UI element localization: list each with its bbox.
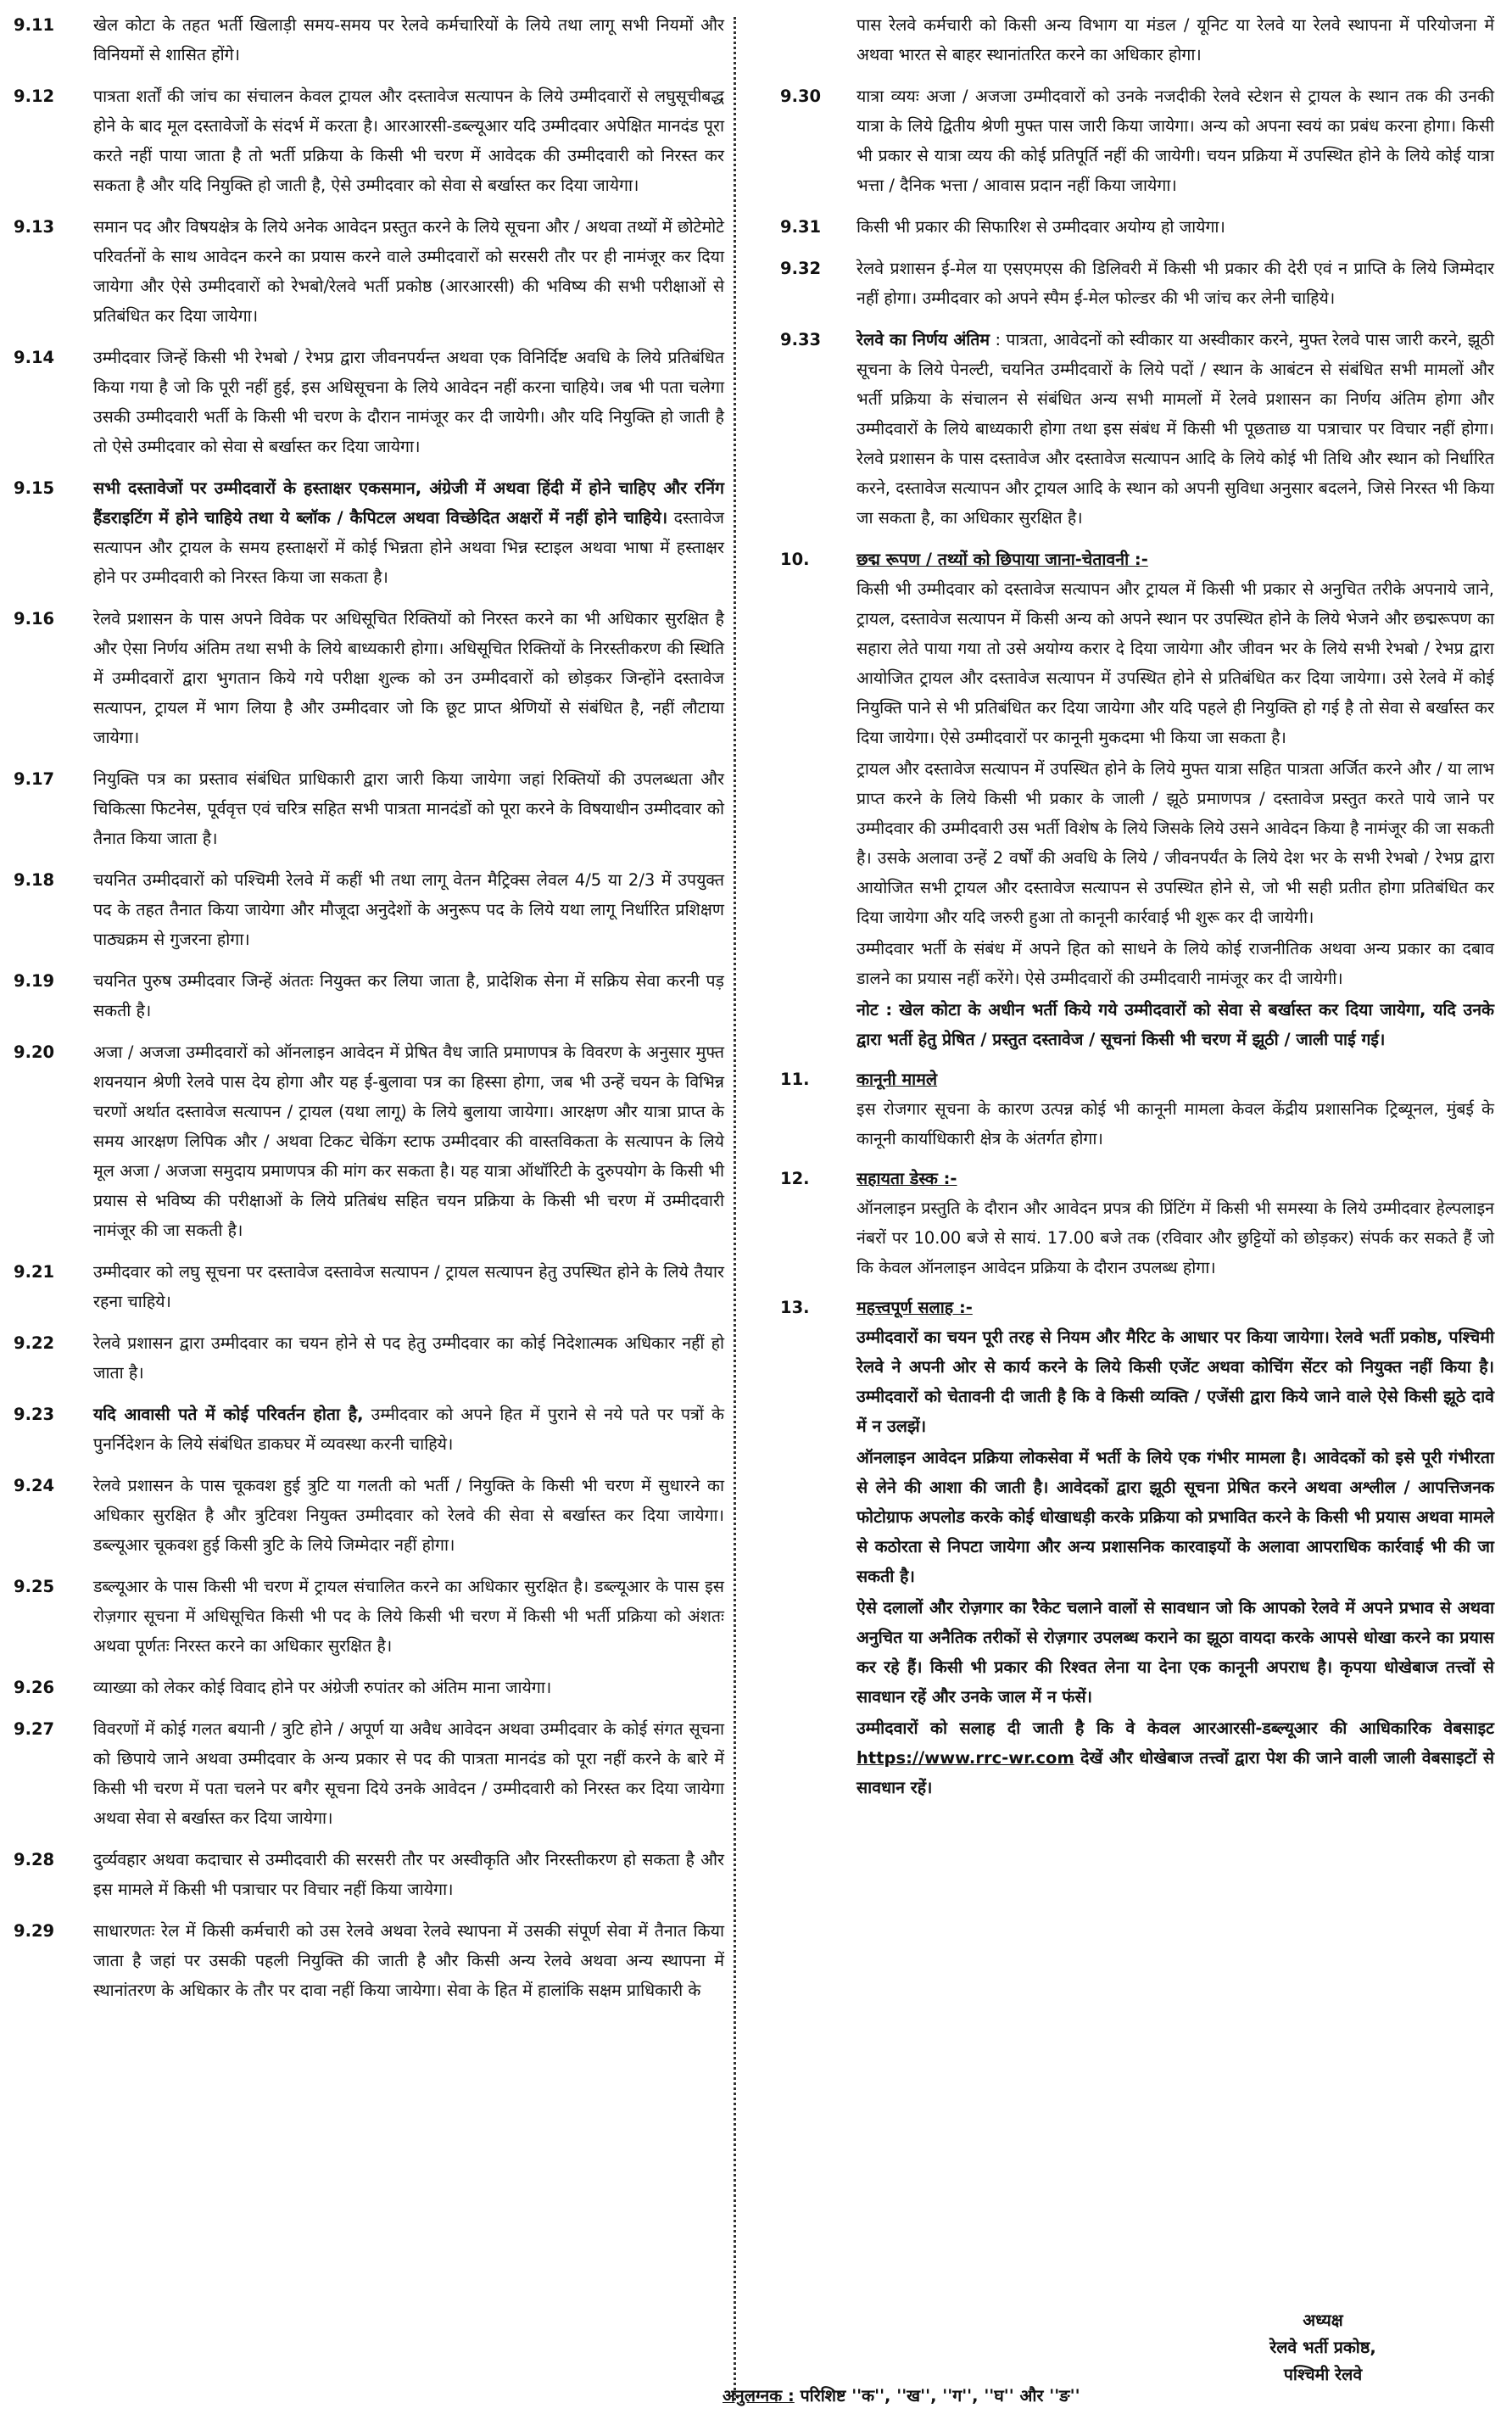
clause-text: दुर्व्यवहार अथवा कदाचार से उम्मीदवारी की सरसरी तौर पर अस्वीकृति और निरस्तीकरण हो सकता है और इस मामले में किसी भी पत्राचार पर विचार नहीं किया जायेगा। — [93, 1850, 724, 1899]
clause-text: पात्रता शर्तों की जांच का संचालन केवल ट्रायल और दस्तावेज सत्यापन के लिये उम्मीदवारों से लघुसूचीबद्ध होने के बाद मूल दस्तावेजों के संदर्भ में करता है। आरआरसी-डब्ल्यूआर यदि उम्मीदवार अपेक्षित मानदंड पूरा करते नहीं पाया जाता है तो भर्ती प्रक्रिया के किसी भी चरण में आवेदक की उम्मीदवारी को निरस्त कर सकता है और यदि नियुक्ति हो जाती है, ऐसे उम्मीदवार को सेवा से बर्खास्त कर दिया जायेगा। — [93, 87, 724, 195]
clause-text-block — [93, 1328, 724, 1388]
clause-number: 9.26 — [14, 1678, 55, 1697]
clause-text-block — [856, 212, 1494, 242]
clause-item — [780, 212, 1494, 242]
clause-item — [12, 1572, 724, 1661]
clause-text: साधारणतः रेल में किसी कर्मचारी को उस रेलवे अथवा रेलवे स्थापना में उसकी संपूर्ण सेवा में तैनात किया जाता है जहां पर उसकी पहली नियुक्ति की जाती है और किसी अन्य रेलवे अथवा अन्य स्थापना में स्थानांतरण के अधिकार के तौर पर दावा नहीं किया जायेगा। सेवा के हित में हालांकि सक्षम प्राधिकारी के — [93, 1921, 724, 2000]
clause-bold-lead: यदि आवासी पते में कोई परिवर्तन होता है, — [93, 1405, 364, 1424]
website-advice — [856, 1713, 1494, 1802]
clause-text-block — [93, 1714, 724, 1833]
annexure-label: अनुलग्नक : — [723, 2386, 795, 2406]
website-advice-post: देखें और धोखेबाज तत्त्वों द्वारा पेश की जाने वाली जाली वेबसाइटों से सावधान रहें। — [856, 1748, 1494, 1797]
clause-number: 9.32 — [780, 259, 822, 278]
clause-text: रेलवे प्रशासन के पास चूकवश हुई त्रुटि या गलती को भर्ती / नियुक्ति के किसी भी चरण में सुधारने का अधिकार सुरक्षित है और त्रुटिवश नियुक्त उम्मीदवार को रेलवे की सेवा से बर्खास्त कर दिया जायेगा। डब्ल्यूआर चूकवश हुई किसी त्रुटि के लिये जिम्मेदार नहीं होगा। — [93, 1476, 724, 1555]
clause-item — [12, 343, 724, 461]
signature-block — [1221, 2307, 1425, 2389]
note-label: नोट : — [856, 1000, 893, 1020]
clause-text: पास रेलवे कर्मचारी को किसी अन्य विभाग या मंडल / यूनिट या रेलवे या रेलवे स्थापना में परियोजना में अथवा भारत से बाहर स्थानांतरित करने का अधिकार होगा। — [856, 15, 1494, 64]
clause-number: 9.11 — [14, 15, 55, 35]
section-paragraph: किसी भी उम्मीदवार को दस्तावेज सत्यापन और ट्रायल में किसी भी प्रकार से अनुचित तरीके अपनाये जाने, ट्रायल, दस्तावेज सत्यापन में किसी अन्य को अपने स्थान पर उपस्थित होने के लिये भेजने और छद्मरूपण का सहारा लेते पाया गया तो उसे अयोग्य करार दे दिया जायेगा और जीवन भर के लिये सभी रेभबो / रेभप्र द्वारा आयोजित ट्रायल और दस्तावेज सत्यापन में उपस्थित होने से प्रतिबंधित कर दिया जायेगा। उसे रेलवे में कोई नियुक्ति पाने से भी प्रतिबंधित कर दिया जायेगा और यदि पहले ही नियुक्ति हो गई है तो सेवा से बर्खास्त कर दिया जायेगा। ऐसे उम्मीदवारों पर कानूनी मुकदमा भी किया जा सकता है। — [856, 579, 1494, 747]
section-block — [780, 1065, 1494, 1154]
clause-number: 9.19 — [14, 971, 55, 991]
clause-text-block — [93, 473, 724, 592]
signatory-railway: पश्चिमी रेलवे — [1283, 2365, 1363, 2384]
clause-item — [780, 254, 1494, 313]
clause-number: 9.33 — [780, 330, 822, 349]
clause-text: व्याख्या को लेकर कोई विवाद होने पर अंग्रेजी रुपांतर को अंतिम माना जायेगा। — [93, 1678, 552, 1697]
clause-item — [780, 10, 1494, 70]
clause-text: : पात्रता, आवेदनों को स्वीकार या अस्वीकार करने, मुफ्त रेलवे पास जारी करने, झूठी सूचना के लिये पेनल्टी, चयनित उम्मीदवारों के लिये पदों / स्थान के आबंटन से संबंधित सभी मामलों और भर्ती प्रक्रिया के संचालन से संबंधित अन्य सभी मामलों में रेलवे प्रशासन का निर्णय अंतिम होगा और उम्मीदवारों के लिये बाध्यकारी होगा तथा इस संबंध में किसी भी पूछताछ या पत्राचार पर विचार नहीं होगा। रेलवे प्रशासन के पास दस्तावेज और दस्तावेज सत्यापन आदि के लिये कोई भी तिथि और स्थान को निर्धारित करने, दस्तावेज सत्यापन और ट्रायल आदि के स्थान को अपनी सुविधा अनुसार बदलने, जिसे निरस्त भी किया जा सकता है, का अधिकार सुरक्षित है। — [856, 330, 1494, 528]
clause-number: 9.14 — [14, 348, 55, 367]
section-number: 13. — [780, 1298, 810, 1317]
clause-text-block — [856, 81, 1494, 200]
section-block — [780, 1164, 1494, 1282]
clause-item — [12, 1257, 724, 1316]
annexure-text: परिशिष्ट ''क'', ''ख'', ''ग'', ''घ'' और ''ङ'' — [794, 2386, 1080, 2406]
website-advice-pre: उम्मीदवारों को सलाह दी जाती है कि वे केवल आरआरसी-डब्ल्यूआर की आधिकारिक वेबसाइट — [856, 1718, 1494, 1738]
right-column — [780, 10, 1494, 1813]
section-title: छद्म रूपण / तथ्यों को छिपाया जाना-चेतावनी :- — [856, 550, 1148, 569]
clause-item — [12, 473, 724, 592]
clause-item — [780, 81, 1494, 200]
clause-text: यात्रा व्ययः अजा / अजजा उम्मीदवारों को उनके नजदीकी रेलवे स्टेशन से ट्रायल के स्थान तक की उनकी यात्रा के लिये द्वितीय श्रेणी मुफ्त पास जारी किया जायेगा। अन्य को अपना स्वयं का प्रबंध करना होगा। किसी भी प्रकार से यात्रा व्यय की कोई प्रतिपूर्ति नहीं की जायेगी। चयन प्रक्रिया में उपस्थित होने के लिये कोई यात्रा भत्ता / दैनिक भत्ता / आवास प्रदान नहीं किया जायेगा। — [856, 87, 1494, 195]
clause-text: अजा / अजजा उम्मीदवारों को ऑनलाइन आवेदन में प्रेषित वैध जाति प्रमाणपत्र के विवरण के अनुसार मुफ्त शयनयान श्रेणी रेलवे पास देय होगा और यह ई-बुलावा पत्र का हिस्सा होगा, जब भी उन्हें चयन के विभिन्न चरणों अर्थात दस्तावेज सत्यापन / ट्रायल (यथा लागू) के लिये बुलाया जायेगा। आरक्षण और यात्रा प्राप्त के समय आरक्षण लिपिक और / अथवा टिकट चेकिंग स्टाफ उम्मीदवार की वास्तविकता के सत्यापन के लिये मूल अजा / अजजा समुदाय प्रमाणपत्र की मांग कर सकता है। यह यात्रा ऑथॉरिटी के दुरुपयोग के किसी भी प्रयास से भविष्य की परीक्षाओं के लिये प्रतिबंध सहित चयन प्रक्रिया के किसी भी चरण में उम्मीदवारी नामंजूर की जा सकती है। — [93, 1042, 724, 1240]
section-paragraph-bold: ऑनलाइन आवेदन प्रक्रिया लोकसेवा में भर्ती के लिये एक गंभीर मामला है। आवेदकों को इसे पूरी गंभीरता से लेने की आशा की जाती है। आवेदकों द्वारा झूठी सूचना प्रेषित करने अथवा अश्लील / आपत्तिजनक फोटोग्राफ अपलोड करके कोई धोखाधड़ी करके प्रक्रिया को प्रभावित करने के किसी भी प्रयास अथवा मामले से कठोरता से निपटा जायेगा और अन्य प्रशासनिक कारवाइयों के अलावा आपराधिक कार्रवाई भी की जा सकती है। — [856, 1448, 1494, 1586]
section-block — [780, 545, 1494, 1054]
clause-item — [12, 212, 724, 331]
clause-text: किसी भी प्रकार की सिफारिश से उम्मीदवार अयोग्य हो जायेगा। — [856, 217, 1225, 237]
clause-text-block — [93, 10, 724, 70]
section-number: 11. — [780, 1070, 810, 1089]
section-block — [780, 1293, 1494, 1802]
clause-text: रेलवे प्रशासन द्वारा उम्मीदवार का चयन होने से पद हेतु उम्मीदवार का कोई निदेशात्मक अधिकार नहीं हो जाता है। — [93, 1333, 724, 1383]
clause-number: 9.15 — [14, 478, 55, 498]
signatory-office: रेलवे भर्ती प्रकोष्ठ, — [1269, 2338, 1376, 2357]
clause-text: विवरणों में कोई गलत बयानी / त्रुटि होने / अपूर्ण या अवैध आवेदन अथवा उम्मीदवार के कोई संगत सूचना को छिपाये जाने अथवा उम्मीदवार के अन्य प्रकार से पद की पात्रता मानदंड को पूरा नहीं करने के बारे में किसी भी चरण में पता चलने पर बगैर सूचना दिये उनके आवेदन / उम्मीदवारी को निरस्त कर दिया जायेगा अथवा सेवा से बर्खास्त कर दिया जायेगा। — [93, 1719, 724, 1828]
annexure-line — [723, 2383, 1080, 2406]
clause-number: 9.27 — [14, 1719, 55, 1739]
clause-text: उम्मीदवार को लघु सूचना पर दस्तावेज दस्तावेज सत्यापन / ट्रायल सत्यापन हेतु उपस्थित होने के लिये तैयार रहना चाहिये। — [93, 1262, 724, 1311]
clause-number: 9.12 — [14, 87, 55, 106]
note-text: खेल कोटा के अधीन भर्ती किये गये उम्मीदवारों को सेवा से बर्खास्त कर दिया जायेगा, यदि उनके द्वारा भर्ती हेतु प्रेषित / प्रस्तुत दस्तावेज / सूचनां किसी भी चरण में झूठी / जाली पाई गई। — [856, 1000, 1494, 1049]
clause-text-block — [856, 254, 1494, 313]
clause-item — [12, 10, 724, 70]
clause-item — [12, 604, 724, 752]
clause-text-block — [93, 1572, 724, 1661]
section-body — [856, 1065, 1494, 1154]
clause-text-block — [93, 865, 724, 954]
section-number: 12. — [780, 1169, 810, 1188]
clause-number: 9.22 — [14, 1333, 55, 1353]
clause-text-block — [93, 1257, 724, 1316]
clause-text: चयनित उम्मीदवारों को पश्चिमी रेलवे में कहीं भी तथा लागू वेतन मैट्रिक्स लेवल 4/5 या 2/3 में उपयुक्त पद के तहत तैनात किया जायेगा और मौजूदा अनुदेशों के अनुरूप पद के लिये यथा लागू निर्धारित प्रशिक्षण पाठ्यक्रम से गुजरना होगा। — [93, 870, 724, 949]
clause-item — [12, 1714, 724, 1833]
clause-text-block — [93, 1916, 724, 2005]
section-number: 10. — [780, 550, 810, 569]
clause-text: समान पद और विषयक्षेत्र के लिये अनेक आवेदन प्रस्तुत करने के लिये सूचना और / अथवा तथ्यों में छोटेमोटे परिवर्तनों के साथ आवेदन करने का प्रयास करने वाले उम्मीदवारों को सरसरी तौर पर ही नामंजूर कर दिया जायेगा और ऐसे उम्मीदवारों को रेभबो/रेलवे भर्ती प्रकोष्ठ (आरआरसी) की भविष्य की सभी परीक्षाओं से प्रतिबंधित कर दिया जायेगा। — [93, 217, 724, 326]
clause-text-block — [93, 966, 724, 1025]
clause-number: 9.31 — [780, 217, 822, 237]
right-clauses — [780, 10, 1494, 533]
clause-item — [780, 325, 1494, 533]
clause-text-block — [93, 764, 724, 853]
section-title: कानूनी मामले — [856, 1070, 938, 1089]
clause-item — [12, 81, 724, 200]
clause-bold-lead: सभी दस्तावेजों पर उम्मीदवारों के हस्ताक्षर एकसमान, अंग्रेजी में अथवा हिंदी में होने चाहिए और रनिंग हैंडराइटिंग में होने चाहिये तथा ये ब्लॉक / कैपिटल अथवा विच्छेदित अक्षरों में नहीं होने चाहिये। — [93, 478, 724, 528]
clause-text-block — [93, 604, 724, 752]
clause-item — [12, 1400, 724, 1459]
clause-item — [12, 764, 724, 853]
signatory-title: अध्यक्ष — [1303, 2311, 1343, 2330]
clause-text: रेलवे प्रशासन के पास अपने विवेक पर अधिसूचित रिक्तियों को निरस्त करने का भी अधिकार सुरक्षित है और ऐसा निर्णय अंतिम तथा सभी के लिये बाध्यकारी होगा। अधिसूचित रिक्तियों के निरस्तीकरण की स्थिति में उम्मीदवारों द्वारा भुगतान किये गये परीक्षा शुल्क को उन उम्मीदवारों को छोड़कर जिन्होंने दस्तावेज सत्यापन, ट्रायल में भाग लिया है और उम्मीदवार जो कि छूट प्राप्त श्रेणियों से संबंधित है, नहीं लौटाया जायेगा। — [93, 609, 724, 747]
clause-number: 9.17 — [14, 769, 55, 789]
clause-number: 9.16 — [14, 609, 55, 629]
section-title: महत्त्वपूर्ण सलाह :- — [856, 1298, 973, 1317]
clause-bold-lead: रेलवे का निर्णय अंतिम — [856, 330, 990, 349]
clause-item — [12, 1328, 724, 1388]
clause-text-block — [93, 1037, 724, 1245]
section-body — [856, 545, 1494, 1054]
clause-text-block — [93, 1673, 724, 1702]
section-note — [856, 995, 1494, 1054]
clause-item — [12, 1471, 724, 1560]
clause-text-block — [93, 1845, 724, 1904]
clause-number: 9.23 — [14, 1405, 55, 1424]
section-paragraph: उम्मीदवार भर्ती के संबंध में अपने हित को साधने के लिये कोई राजनीतिक अथवा अन्य प्रकार का दबाव डालने का प्रयास नहीं करेंगे। ऐसे उम्मीदवारों की उम्मीदवारी नामंजूर कर दी जायेगी। — [856, 939, 1494, 988]
section-body — [856, 1164, 1494, 1282]
website-link[interactable]: https://www.rrc-wr.com — [856, 1748, 1074, 1768]
clause-number: 9.24 — [14, 1476, 55, 1495]
clause-text: डब्ल्यूआर के पास किसी भी चरण में ट्रायल संचालित करने का अधिकार सुरक्षित है। डब्ल्यूआर के पास इस रोज़गार सूचना में अधिसूचित किसी भी पद के लिये किसी भी चरण में किसी भी भर्ती प्रक्रिया को अंशतः अथवा पूर्णतः निरस्त करने का अधिकार सुरक्षित है। — [93, 1577, 724, 1656]
clause-text-block — [856, 10, 1494, 70]
section-paragraph: ऑनलाइन प्रस्तुति के दौरान और आवेदन प्रपत्र की प्रिंटिंग में किसी भी समस्या के लिये उम्मीदवार हेल्पलाइन नंबरों पर 10.00 बजे से सायं. 17.00 बजे तक (रविवार और छुट्टियों को छोड़कर) संपर्क कर सकते हैं जो कि केवल ऑनलाइन आवेदन प्रक्रिया के दौरान उपलब्ध होगा। — [856, 1199, 1494, 1277]
clause-item — [12, 1916, 724, 2005]
clause-number: 9.13 — [14, 217, 55, 237]
clause-item — [12, 1037, 724, 1245]
clause-text: उम्मीदवार जिन्हें किसी भी रेभबो / रेभप्र द्वारा जीवनपर्यन्त अथवा एक विनिर्दिष्ट अवधि के लिये प्रतिबंधित किया गया है जो कि पूरी नहीं हुई, इस अधिसूचना के लिये आवेदन नहीं करना चाहिये। जब भी पता चलेगा उसकी उम्मीदवारी भर्ती के किसी भी चरण के दौरान नामंजूर कर दी जायेगी। और यदि नियुक्ति हो जाती है तो ऐसे उम्मीदवार को सेवा से बर्खास्त कर दिया जायेगा। — [93, 348, 724, 456]
clause-number: 9.21 — [14, 1262, 55, 1282]
clause-text: रेलवे प्रशासन ई-मेल या एसएमएस की डिलिवरी में किसी भी प्रकार की देरी एवं न प्राप्ति के लिये जिम्मेदार नहीं होगा। उम्मीदवार को अपने स्पैम ई-मेल फोल्डर की भी जांच कर लेनी चाहिये। — [856, 259, 1494, 308]
numbered-sections — [780, 545, 1494, 1802]
section-paragraph: ट्रायल और दस्तावेज सत्यापन में उपस्थित होने के लिये मुफ्त यात्रा सहित पात्रता अर्जित करने और / या लाभ प्राप्त करने के लिये किसी भी प्रकार के जाली / झूठे प्रमाणपत्र / दस्तावेज प्रस्तुत करते पाये जाने पर उम्मीदवार की उम्मीदवारी उस भर्ती विशेष के लिये जिसके लिये उसने आवेदन किया है नामंजूर की जा सकती है। उसके अलावा उन्हें 2 वर्षों की अवधि के लिये / जीवनपर्यंत के लिये देश भर के सभी रेभबो / रेभप्र द्वारा आयोजित सभी ट्रायल और दस्तावेज सत्यापन से उपस्थित होने से, जो भी सही प्रतीत होगा प्रतिबंधित कर दिया जायेगा और यदि जरुरी हुआ तो कानूनी कार्रवाई भी शुरू कर दी जायेगी। — [856, 759, 1494, 927]
clause-number: 9.25 — [14, 1577, 55, 1596]
clause-text-block — [93, 1471, 724, 1560]
clause-text-block — [93, 81, 724, 200]
clause-number: 9.29 — [14, 1921, 55, 1941]
clause-text-block — [856, 325, 1494, 533]
section-paragraph-bold: उम्मीदवारों का चयन पूरी तरह से नियम और मैरिट के आधार पर किया जायेगा। रेलवे भर्ती प्रकोष्ठ, पश्चिमी रेलवे ने अपनी ओर से कार्य करने के लिये किसी एजेंट अथवा कोचिंग सेंटर को नियुक्त नहीं किया है। उम्मीदवारों को चेतावनी दी जाती है कि वे किसी व्यक्ति / एजेंसी द्वारा किये जाने वाले ऐसे किसी झूठे दावे में न उलझें। — [856, 1327, 1494, 1436]
section-paragraph: इस रोजगार सूचना के कारण उत्पन्न कोई भी कानूनी मामला केवल केंद्रीय प्रशासनिक ट्रिब्यूनल, मुंबई के कानूनी कार्याधिकारी क्षेत्र के अंतर्गत होगा। — [856, 1099, 1494, 1148]
section-body — [856, 1293, 1494, 1802]
clause-text: दस्तावेज सत्यापन और ट्रायल के समय हस्ताक्षरों में कोई भिन्नता होने अथवा भिन्न स्टाइल अथवा भाषा में हस्ताक्षर होने पर उम्मीदवारी को निरस्त किया जा सकता है। — [93, 508, 724, 587]
section-title: सहायता डेस्क :- — [856, 1169, 957, 1188]
clause-text-block — [93, 212, 724, 331]
left-column — [12, 10, 724, 2017]
clause-text-block — [93, 343, 724, 461]
clause-item — [12, 1673, 724, 1702]
clause-number: 9.30 — [780, 87, 822, 106]
clause-number: 9.28 — [14, 1850, 55, 1869]
clause-item — [12, 1845, 724, 1904]
section-paragraph-bold: ऐसे दलालों और रोज़गार का रैकेट चलाने वालों से सावधान जो कि आपको रेलवे में अपने प्रभाव से अथवा अनुचित या अनैतिक तरीकों से रोज़गार उपलब्ध कराने का झूठा वायदा करके आपसे धोखा करने का प्रयास कर रहे हैं। किसी भी प्रकार की रिश्वत लेना या देना एक कानूनी अपराध है। कृपया धोखेबाज तत्त्वों से सावधान रहें और उनके जाल में न फंसें। — [856, 1598, 1494, 1707]
clause-number: 9.18 — [14, 870, 55, 890]
clause-number: 9.20 — [14, 1042, 55, 1062]
clause-text: खेल कोटा के तहत भर्ती खिलाड़ी समय-समय पर रेलवे कर्मचारियों के लिये तथा लागू सभी नियमों और विनियमों से शासित होंगे। — [93, 15, 724, 64]
clause-item — [12, 865, 724, 954]
clause-text-block — [93, 1400, 724, 1459]
clause-item — [12, 966, 724, 1025]
clause-text: नियुक्ति पत्र का प्रस्ताव संबंधित प्राधिकारी द्वारा जारी किया जायेगा जहां रिक्तियों की उपलब्धता और चिकित्सा फिटनेस, पूर्ववृत्त एवं चरित्र सहित सभी पात्रता मानदंडों को पूरा करने के विषयाधीन उम्मीदवार को तैनात किया जाता है। — [93, 769, 724, 848]
column-divider — [734, 17, 736, 2400]
clause-text: चयनित पुरुष उम्मीदवार जिन्हें अंततः नियुक्त कर लिया जाता है, प्रादेशिक सेना में सक्रिय सेवा करनी पड़ सकती है। — [93, 971, 724, 1020]
clause-text: उम्मीदवार को अपने हित में पुराने से नये पते पर पत्रों के पुनर्निदेशन के लिये संबंधित डाकघर में व्यवस्था करनी चाहिये। — [93, 1405, 725, 1454]
